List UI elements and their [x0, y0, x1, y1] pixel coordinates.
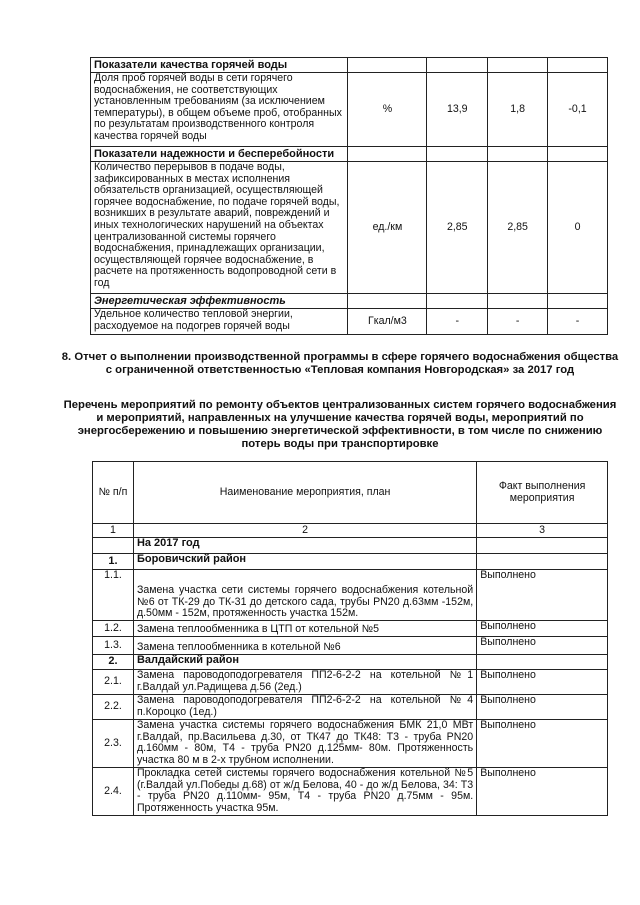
district-row	[93, 655, 608, 670]
year-row	[93, 538, 608, 554]
indicator-value: 0	[548, 162, 608, 294]
measure-num: 2.1.	[93, 670, 134, 695]
measure-row	[93, 570, 608, 621]
indicator-name: Удельное количество тепловой энергии, расходуемое на подогрев горячей воды	[91, 309, 348, 335]
section-row	[91, 58, 608, 73]
measure-name: Прокладка сетей системы горячего водоснабжения котельной №5 (г.Валдай ул.Победы д.68) от ж/д Белова, 40 - до ж/д Белова, 34: Т3 - труба PN20 д.110мм- 95м, Т4 - труба PN20 д.75мм - 95м. Протяженность участка 95м.	[133, 768, 476, 816]
measure-num: 2.2.	[93, 695, 134, 720]
measure-row	[93, 670, 608, 695]
indicator-value: -0,1	[548, 73, 608, 147]
indicator-unit: ед./км	[348, 162, 427, 294]
indicator-name: Количество перерывов в подаче воды, зафиксированных в местах исполнения обязательств организацией, осуществляющей горячее водоснабжение, по подаче горячей воды, возникших в результате аварий, повреждений и иных технологических нарушений на объектах централизованной системы горячего водоснабжения, принадлежащих организации, осуществляющей горячее водоснабжение, в расчете на протяженность водопроводной сети в год	[91, 162, 348, 294]
measure-num: 1.3.	[93, 637, 134, 655]
column-number: 1	[93, 524, 134, 538]
measure-row	[93, 637, 608, 655]
list-heading: Перечень мероприятий по ремонту объектов централизованных систем горячего водоснабжения и мероприятий, направленных на улучшение качества горячей воды, мероприятий по энергосбережению и повышению энергетической эффективности, в том числе по снижению потерь воды при транспортировке	[63, 399, 617, 450]
district-name: Валдайский район	[133, 655, 476, 670]
measure-fact: Выполнено	[477, 670, 608, 695]
year-label: На 2017 год	[133, 538, 476, 554]
indicators-table	[90, 57, 608, 335]
section-heading: 8. Отчет о выполнении производственной программы в сфере горячего водоснабжения общества с ограниченной ответственностью «Тепловая компания Новгородская» за 2017 год	[61, 351, 619, 376]
district-num: 1.	[93, 554, 134, 570]
section-title: Показатели надежности и бесперебойности	[91, 147, 348, 162]
section-row	[91, 294, 608, 309]
measure-name: Замена пароводоподогревателя ПП2-6-2-2 на котельной №4 п.Короцко (1ед.)	[133, 695, 476, 720]
measure-num: 1.2.	[93, 621, 134, 637]
measure-num: 2.3.	[93, 720, 134, 768]
indicator-unit: %	[348, 73, 427, 147]
column-header-num: № п/п	[93, 462, 134, 524]
indicator-row	[91, 309, 608, 335]
measure-row	[93, 768, 608, 816]
measure-name: Замена пароводоподогревателя ПП2-6-2-2 на котельной №1 г.Валдай ул.Радищева д.56 (2ед.)	[133, 670, 476, 695]
measure-row	[93, 720, 608, 768]
measures-table	[92, 461, 608, 816]
measure-name: Замена теплообменника в ЦТП от котельной №5	[133, 621, 476, 637]
district-row	[93, 554, 608, 570]
measure-fact: Выполнено	[477, 570, 608, 621]
column-number: 2	[133, 524, 476, 538]
measure-num: 1.1.	[93, 570, 134, 621]
column-header-name: Наименование мероприятия, план	[133, 462, 476, 524]
indicator-value: -	[488, 309, 548, 335]
measure-fact: Выполнено	[477, 720, 608, 768]
measure-name: Замена теплообменника в котельной №6	[133, 637, 476, 655]
measure-name: Замена участка сети системы горячего водоснабжения котельной №6 от ТК-29 до ТК-31 до детского сада, трубы PN20 д.63мм -152м, д.50мм - 152м, протяженность участка 152м.	[133, 570, 476, 621]
measure-name: Замена участка системы горячего водоснабжения БМК 21,0 МВт г.Валдай, пр.Васильева д.30, от ТК47 до ТК48: Т3 - труба PN20 д.160мм - 80м, Т4 - труба PN20 д.125мм- 80м. Протяженность участка 80 м в 2-х трубном исполнении.	[133, 720, 476, 768]
measure-fact: Выполнено	[477, 768, 608, 816]
indicator-value: 2,85	[488, 162, 548, 294]
measure-num: 2.4.	[93, 768, 134, 816]
section-row	[91, 147, 608, 162]
indicator-row	[91, 162, 608, 294]
indicator-value: 1,8	[488, 73, 548, 147]
column-number: 3	[477, 524, 608, 538]
indicator-name: Доля проб горячей воды в сети горячего водоснабжения, не соответствующих установленным требованиям (за исключением температуры), в общем объеме проб, отобранных по результатам производственного контроля качества горячей воды	[91, 73, 348, 147]
measure-fact: Выполнено	[477, 621, 608, 637]
section-title: Энергетическая эффективность	[91, 294, 348, 309]
district-name: Боровичский район	[133, 554, 476, 570]
measure-row	[93, 695, 608, 720]
measure-row	[93, 621, 608, 637]
district-num: 2.	[93, 655, 134, 670]
indicator-value: -	[427, 309, 488, 335]
column-numbers-row	[93, 524, 608, 538]
header-row	[93, 462, 608, 524]
indicator-value: 13,9	[427, 73, 488, 147]
section-title: Показатели качества горячей воды	[91, 58, 348, 73]
indicator-unit: Гкал/м3	[348, 309, 427, 335]
column-header-fact: Факт выполнения мероприятия	[477, 462, 608, 524]
indicator-value: 2,85	[427, 162, 488, 294]
indicator-row	[91, 73, 608, 147]
measure-fact: Выполнено	[477, 637, 608, 655]
indicator-value: -	[548, 309, 608, 335]
measure-fact: Выполнено	[477, 695, 608, 720]
